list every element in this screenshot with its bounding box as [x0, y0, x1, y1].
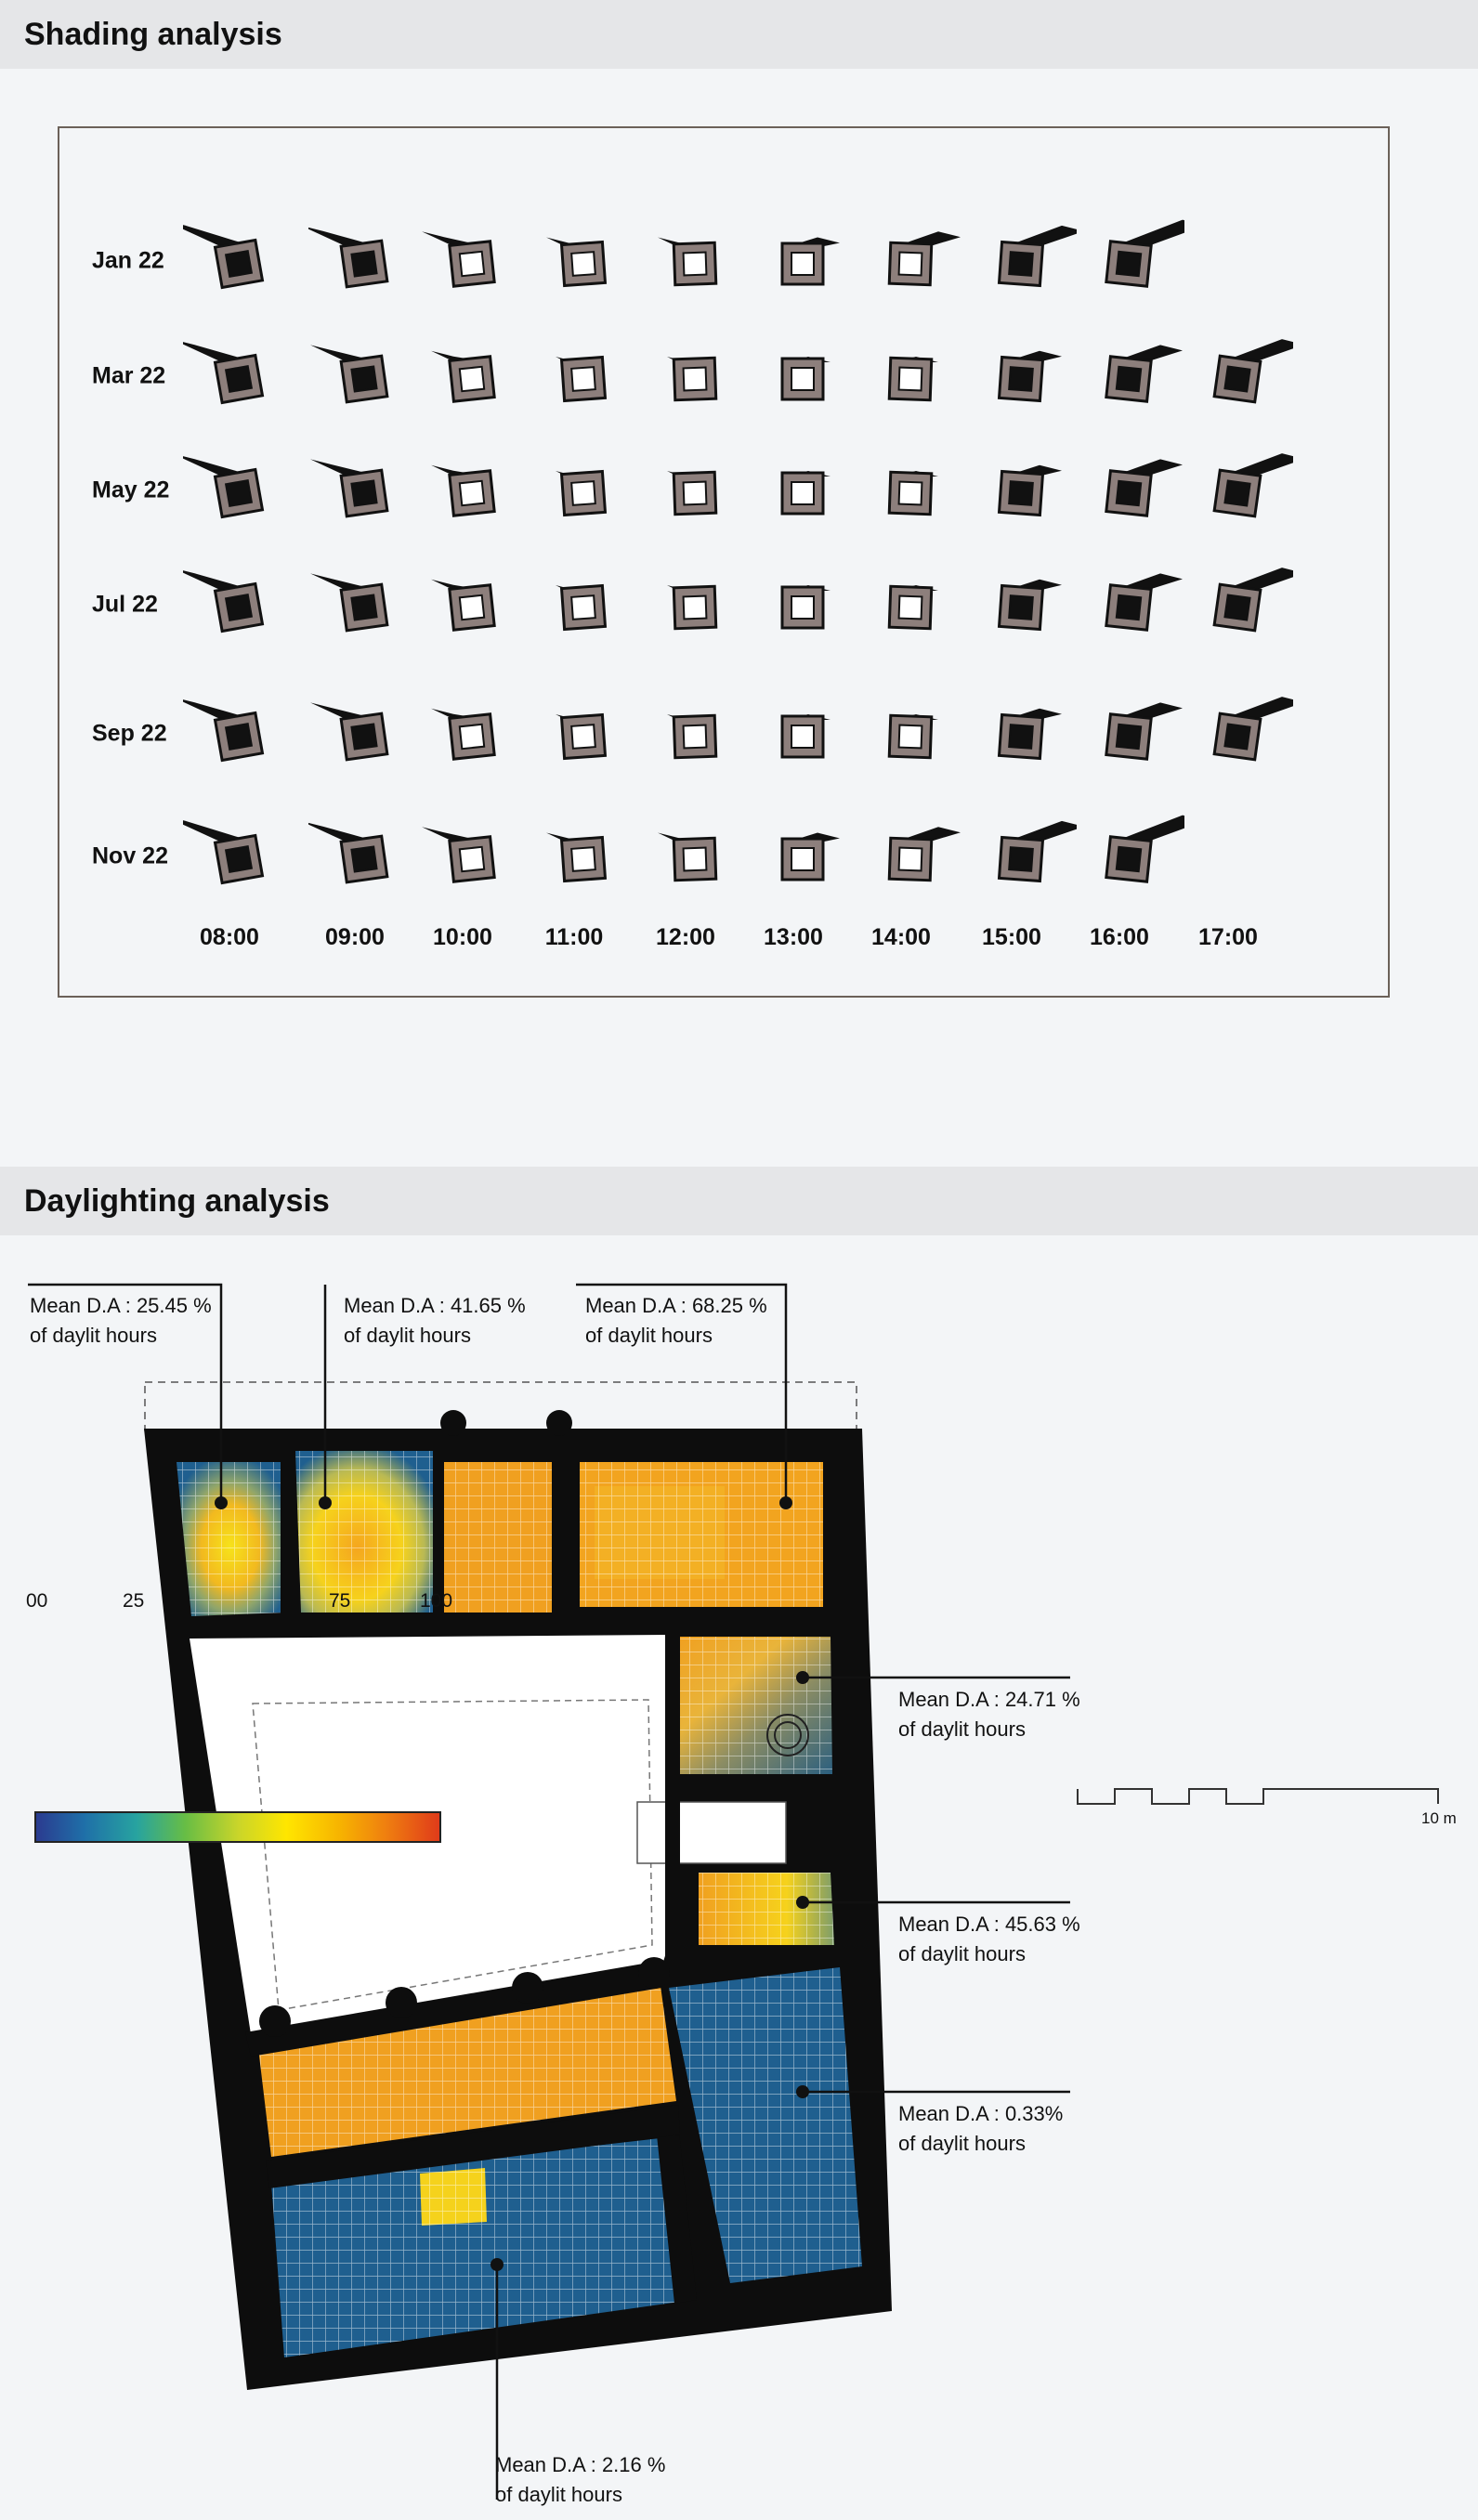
date-label-nov: Nov 22	[92, 842, 168, 869]
time-label-1300: 13:00	[764, 924, 823, 950]
callout-value: Mean D.A : 45.63 %	[898, 1913, 1080, 1936]
legend-tick-75: 75	[329, 1590, 351, 1612]
time-label-1700: 17:00	[1198, 924, 1258, 950]
time-label-1000: 10:00	[433, 924, 492, 950]
column	[638, 1957, 670, 1989]
callout-value: Mean D.A : 25.45 %	[30, 1294, 212, 1317]
date-label-sep: Sep 22	[92, 720, 167, 747]
date-label-jul: Jul 22	[92, 591, 158, 618]
time-label-1600: 16:00	[1090, 924, 1149, 950]
interior-wall	[665, 1616, 680, 1969]
date-label-may: May 22	[92, 477, 170, 503]
entry-column	[546, 1410, 572, 1436]
daylighting-analysis-header: Daylighting analysis	[0, 1167, 1478, 1235]
callout-north-room-2	[344, 1291, 526, 1351]
legend-tick-25: 25	[123, 1590, 145, 1612]
callout-caption: of daylit hours	[585, 1324, 713, 1347]
time-label-1500: 15:00	[982, 924, 1041, 950]
roof-outline	[145, 1382, 857, 1430]
grid-east-room-lines	[678, 1637, 832, 1774]
scale-label: 10 m	[1421, 1809, 1457, 1827]
callout-caption: of daylit hours	[898, 1942, 1026, 1965]
scale-bar	[1078, 1789, 1438, 1804]
grid-north-west-room-lines	[177, 1462, 284, 1616]
callout-value: Mean D.A : 68.25 %	[585, 1294, 767, 1317]
column	[512, 1972, 543, 2004]
interior-wall	[552, 1455, 580, 1614]
shading-analysis-header: Shading analysis	[0, 0, 1478, 69]
callout-south-room	[495, 2450, 665, 2510]
callout-caption: of daylit hours	[344, 1324, 471, 1347]
legend-tick-100: 100	[420, 1590, 453, 1612]
grid-north-room-2-lines	[295, 1451, 433, 1613]
callout-north-west-room	[30, 1291, 212, 1351]
interior-wall	[281, 1455, 295, 1614]
grid-entry-room-lines	[444, 1462, 552, 1613]
date-label-jan: Jan 22	[92, 247, 164, 274]
time-label-1100: 11:00	[544, 924, 604, 950]
entry-column	[440, 1410, 466, 1436]
callout-caption: of daylit hours	[30, 1324, 157, 1347]
column	[259, 2005, 291, 2037]
callout-south-east-room	[898, 2099, 1063, 2159]
callout-caption: of daylit hours	[898, 1717, 1026, 1741]
callout-east-room	[898, 1685, 1080, 1744]
legend-color-bar	[35, 1812, 440, 1842]
date-label-mar: Mar 22	[92, 362, 166, 389]
time-label-1200: 12:00	[656, 924, 715, 950]
callout-stair-room	[898, 1910, 1080, 1969]
callout-value: Mean D.A : 41.65 %	[344, 1294, 526, 1317]
time-label-0800: 08:00	[200, 924, 259, 950]
legend-tick-00: 00	[26, 1590, 48, 1612]
callout-caption: of daylit hours	[495, 2483, 622, 2506]
column	[386, 1987, 417, 2018]
callout-caption: of daylit hours	[898, 2132, 1026, 2155]
callout-value: Mean D.A : 0.33%	[898, 2102, 1064, 2125]
grid-stair-room-lines	[699, 1873, 834, 1945]
callout-north-east-hall	[585, 1291, 767, 1351]
east-stair	[637, 1802, 786, 1863]
callout-value: Mean D.A : 2.16 %	[495, 2453, 666, 2476]
time-label-1400: 14:00	[871, 924, 931, 950]
callout-value: Mean D.A : 24.71 %	[898, 1688, 1080, 1711]
time-label-0900: 09:00	[325, 924, 385, 950]
